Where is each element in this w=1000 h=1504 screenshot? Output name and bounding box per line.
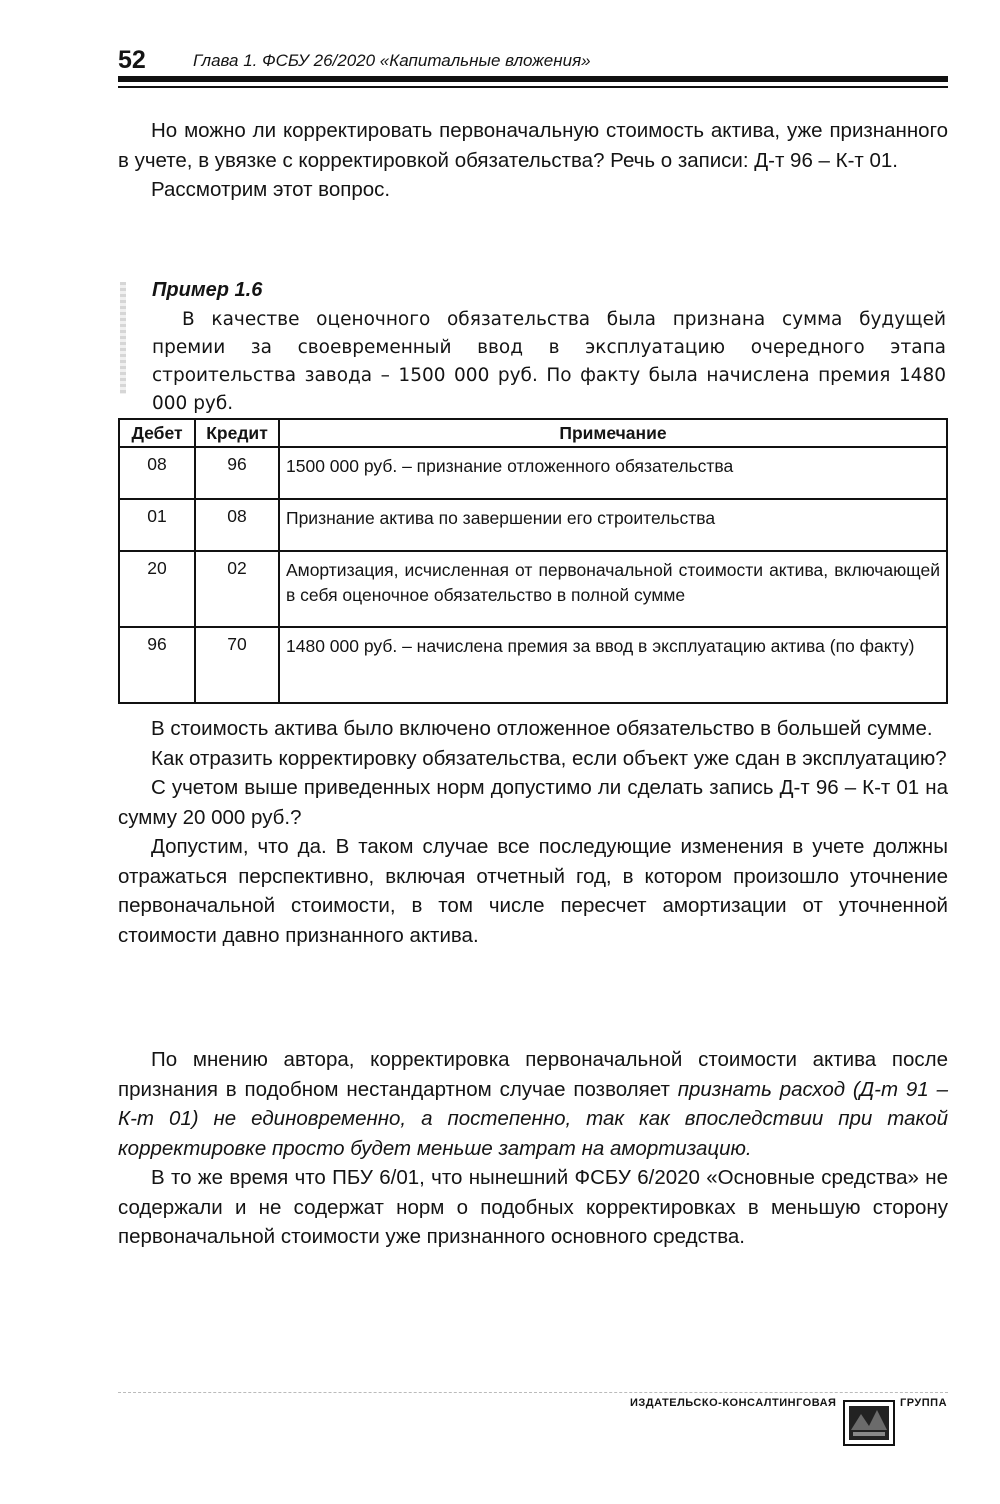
- discussion-paragraph-1: В стоимость актива было включено отложенное обязательство в большей сумме.: [151, 717, 933, 740]
- conclusion-section: [118, 1045, 948, 1252]
- running-title: Глава 1. ФСБУ 26/2020 «Капитальные вложения»: [193, 51, 591, 70]
- conclusion-emphasis: признать расход (Д-т 91 – К-т 01) не единовременно, а постепенно, так как впоследствии при такой корректировке просто будет меньше затрат на амортизацию.: [118, 1077, 948, 1160]
- table-row: [119, 627, 947, 703]
- cell-debit: 20: [119, 551, 195, 627]
- example-title: Пример 1.6: [152, 279, 263, 301]
- cell-debit: 08: [119, 447, 195, 499]
- cell-note: 1500 000 руб. – признание отложенного обязательства: [279, 447, 947, 499]
- table-row: [119, 499, 947, 551]
- intro-paragraph-1: Но можно ли корректировать первоначальную стоимость актива, уже признанного в учете, в увязке с корректировкой обязательства? Речь о записи: Д-т 96 – К-т 01.: [118, 119, 948, 172]
- publisher-label-right: ГРУППА: [900, 1397, 948, 1409]
- publisher-logo-icon: [843, 1400, 895, 1446]
- publisher-label-left: ИЗДАТЕЛЬСКО-КОНСАЛТИНГОВАЯ: [630, 1397, 837, 1409]
- cell-debit: 01: [119, 499, 195, 551]
- intro-section: [118, 116, 948, 205]
- postings-table: [118, 418, 948, 704]
- cell-note: Амортизация, исчисленная от первоначальной стоимости актива, включающей в себя оценочное обязательство в полной сумме: [279, 551, 947, 627]
- intro-paragraph-2: Рассмотрим этот вопрос.: [151, 178, 391, 201]
- table-row: [119, 551, 947, 627]
- header-debit: Дебет: [119, 419, 195, 447]
- cell-debit: 96: [119, 627, 195, 703]
- cell-credit: 08: [195, 499, 279, 551]
- footer-rule: [118, 1392, 948, 1393]
- header-rule-thick: [118, 76, 948, 82]
- cell-credit: 02: [195, 551, 279, 627]
- discussion-paragraph-4: Допустим, что да. В таком случае все последующие изменения в учете должны отражаться перспективно, включая отчетный год, в котором произошло уточнение первоначальной стоимости, в том числе пересчет амортизации от уточненной стоимости давно признанного актива.: [118, 835, 948, 947]
- page-number: 52: [118, 46, 146, 74]
- discussion-paragraph-3: С учетом выше приведенных норм допустимо ли сделать запись Д-т 96 – К-т 01 на сумму 20 000 руб.?: [118, 776, 948, 829]
- example-body: [152, 306, 946, 418]
- cell-credit: 70: [195, 627, 279, 703]
- header-rule-thin: [118, 86, 948, 88]
- conclusion-paragraph-2: В то же время что ПБУ 6/01, что нынешний ФСБУ 6/2020 «Основные средства» не содержали и не содержат норм о подобных корректировках в меньшую сторону первоначальной стоимости уже признанного основного средства.: [118, 1166, 948, 1248]
- example-margin-bar: [120, 282, 126, 394]
- conclusion-lead-text: По мнению автора, корректировка первоначальной стоимости актива после признания в подобном нестандартном случае позволяет: [118, 1048, 948, 1101]
- conclusion-paragraph-1: [118, 1045, 948, 1163]
- table-row: [119, 447, 947, 499]
- header-credit: Кредит: [195, 419, 279, 447]
- header-note: Примечание: [279, 419, 947, 447]
- discussion-section: [118, 714, 948, 950]
- cell-note: Признание актива по завершении его строительства: [279, 499, 947, 551]
- cell-credit: 96: [195, 447, 279, 499]
- discussion-paragraph-2: Как отразить корректировку обязательства, если объект уже сдан в эксплуатацию?: [151, 746, 947, 770]
- cell-note: 1480 000 руб. – начислена премия за ввод в эксплуатацию актива (по факту): [279, 627, 947, 703]
- table-header-row: [119, 419, 947, 447]
- example-paragraph: В качестве оценочного обязательства была признана сумма будущей премии за своевременный ввод в эксплуатацию очередного этапа строительства завода – 1500 000 руб. По факту была начислена премия 1480 000 руб.: [152, 309, 946, 414]
